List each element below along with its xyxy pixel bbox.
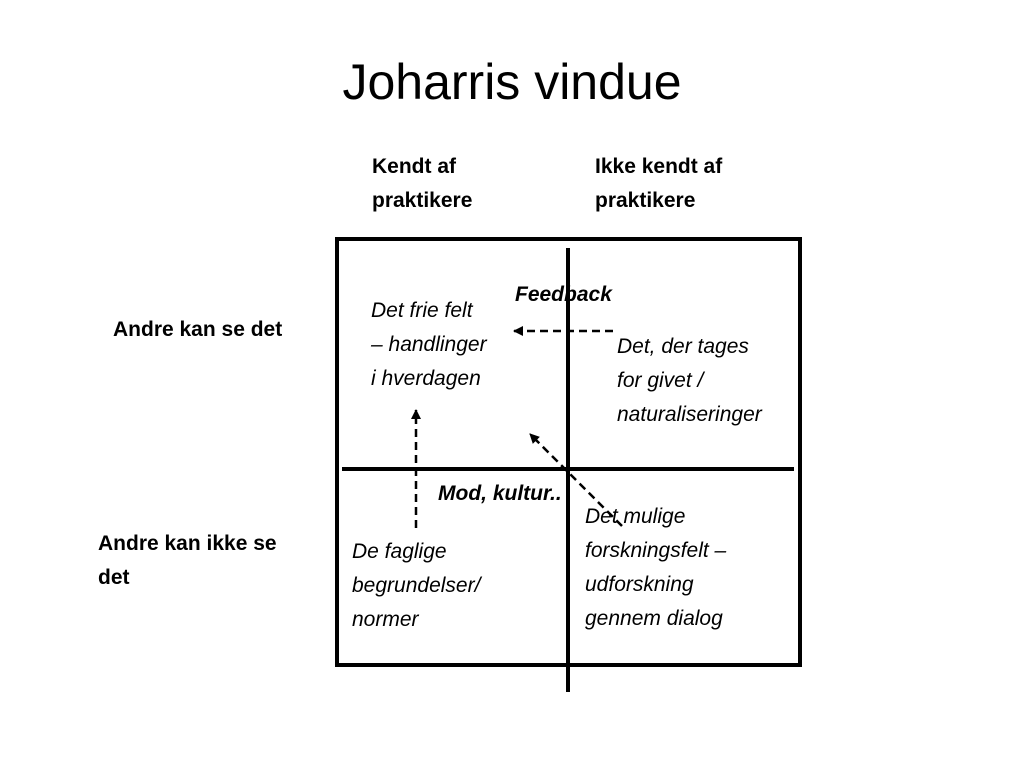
quadrant-blind	[617, 330, 762, 432]
quadrant-blind-line3: naturaliseringer	[617, 403, 762, 426]
quadrant-blind-line1: Det, der tages	[617, 335, 749, 358]
quadrant-unknown-line1: Det mulige	[585, 505, 686, 528]
quadrant-open-line2: – handlinger	[371, 333, 487, 356]
quadrant-open-line1: Det frie felt	[371, 299, 473, 322]
row-header-visible-line1: Andre kan se det	[113, 318, 283, 341]
quadrant-hidden-line2: begrundelser/	[352, 574, 481, 597]
quadrant-open-line3: i hverdagen	[371, 367, 481, 390]
quadrant-open	[371, 294, 487, 396]
quadrant-hidden	[352, 535, 480, 637]
column-header-unknown-line1: Ikke kendt af	[595, 155, 723, 178]
quadrant-unknown	[585, 500, 726, 636]
column-header-known-line2: praktikere	[372, 189, 473, 212]
quadrant-unknown-line2: forskningsfelt –	[585, 539, 727, 562]
row-header-hidden-line1: Andre kan ikke se	[98, 532, 277, 555]
quadrant-unknown-line4: gennem dialog	[585, 607, 723, 630]
column-header-unknown-line2: praktikere	[595, 189, 696, 212]
quadrant-hidden-line1: De faglige	[352, 540, 447, 563]
page-title: Joharris vindue	[342, 54, 682, 110]
quadrant-hidden-line3: normer	[352, 608, 419, 631]
column-header-known-line1: Kendt af	[372, 155, 456, 178]
quadrant-unknown-line3: udforskning	[585, 573, 694, 596]
row-header-hidden-line2: det	[98, 566, 130, 589]
quadrant-blind-line2: for givet /	[617, 369, 704, 392]
feedback-label: Feedback	[515, 283, 612, 306]
mod-kultur-label: Mod, kultur..	[438, 482, 562, 505]
